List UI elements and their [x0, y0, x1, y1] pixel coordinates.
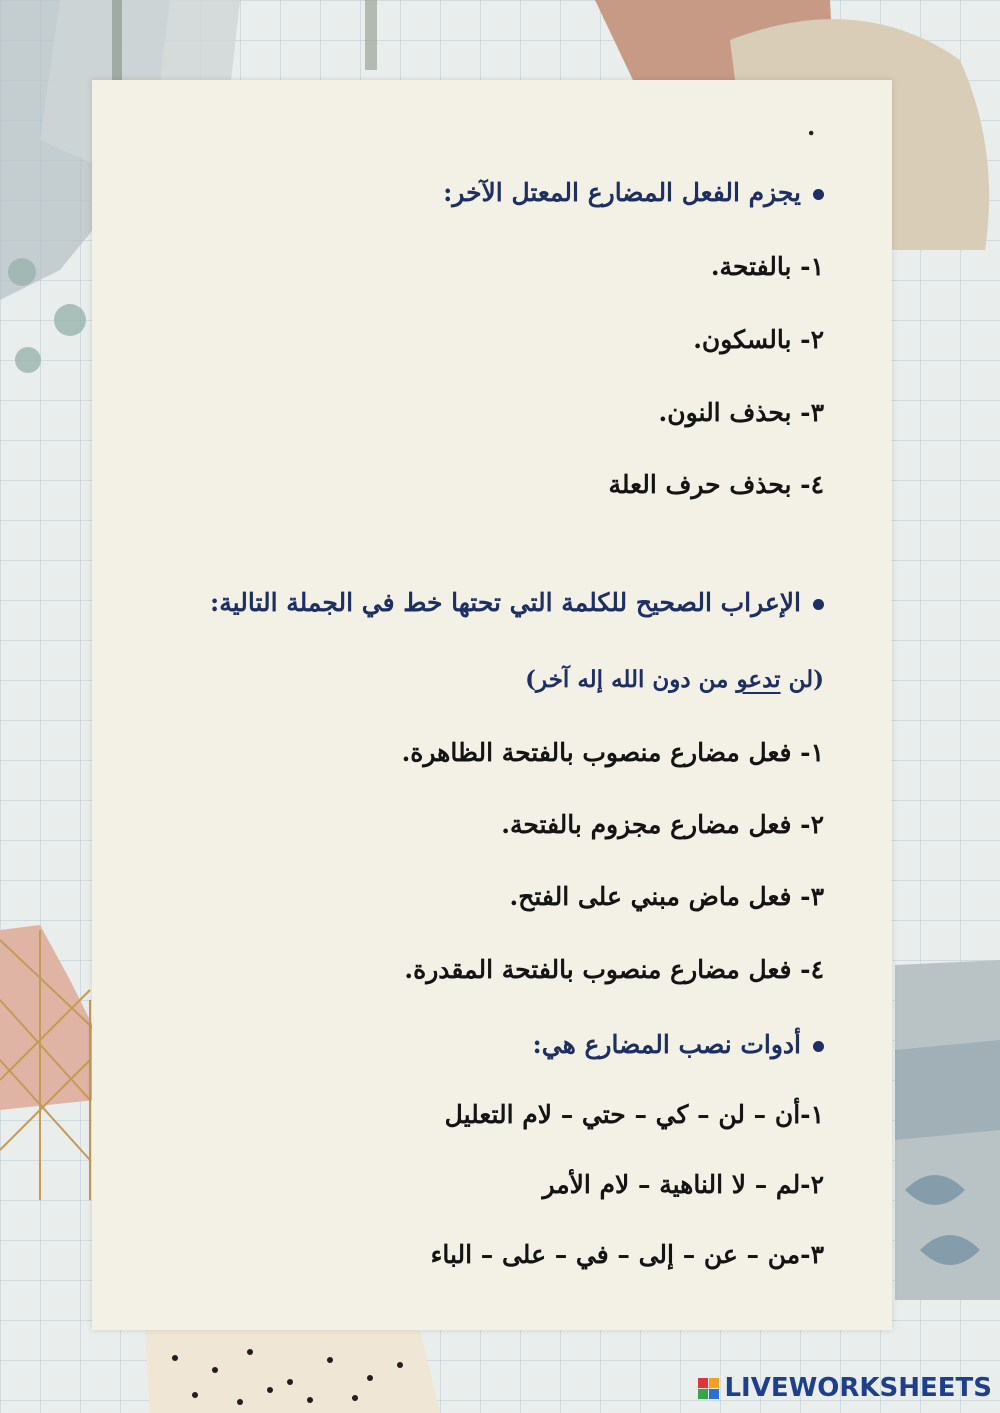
question-2-option-2[interactable]: ٢- فعل مضارع مجزوم بالفتحة.: [501, 810, 824, 839]
question-2-option-3[interactable]: ٣- فعل ماض مبني على الفتح.: [509, 882, 824, 911]
question-1-heading: يجزم الفعل المضارع المعتل الآخر:: [443, 178, 824, 207]
question-3-option-1[interactable]: ١-أن – لن – كي – حتي – لام التعليل: [444, 1100, 824, 1129]
question-1-option-4[interactable]: ٤- بحذف حرف العلة: [608, 470, 824, 499]
question-1-option-1[interactable]: ١- بالفتحة.: [710, 252, 824, 281]
question-3-heading: أدوات نصب المضارع هي:: [533, 1030, 824, 1059]
logo-squares-icon: [698, 1378, 720, 1400]
bullet-icon: [813, 599, 824, 610]
question-3-option-2[interactable]: ٢-لم – لا الناهية – لام الأمر: [542, 1170, 824, 1199]
bullet-icon: [813, 189, 824, 200]
question-2-option-1[interactable]: ١- فعل مضارع منصوب بالفتحة الظاهرة.: [401, 738, 824, 767]
question-1-option-2[interactable]: ٢- بالسكون.: [693, 325, 824, 354]
question-2-heading: الإعراب الصحيح للكلمة التي تحتها خط في الجملة التالية:: [210, 588, 824, 617]
question-2-sentence: (لن تدعو من دون الله إله آخر): [525, 666, 824, 693]
question-1-option-3[interactable]: ٣- بحذف النون.: [658, 398, 824, 427]
question-3-option-3[interactable]: ٣-من – عن – إلى – في – على – الباء: [430, 1240, 824, 1269]
underlined-word: تدعو: [736, 666, 781, 693]
question-2-option-4[interactable]: ٤- فعل مضارع منصوب بالفتحة المقدرة.: [404, 955, 824, 984]
bullet-icon: [813, 1041, 824, 1052]
liveworksheets-logo: LIVEWORKSHEETS: [698, 1373, 992, 1403]
stray-dot: .: [807, 112, 816, 141]
